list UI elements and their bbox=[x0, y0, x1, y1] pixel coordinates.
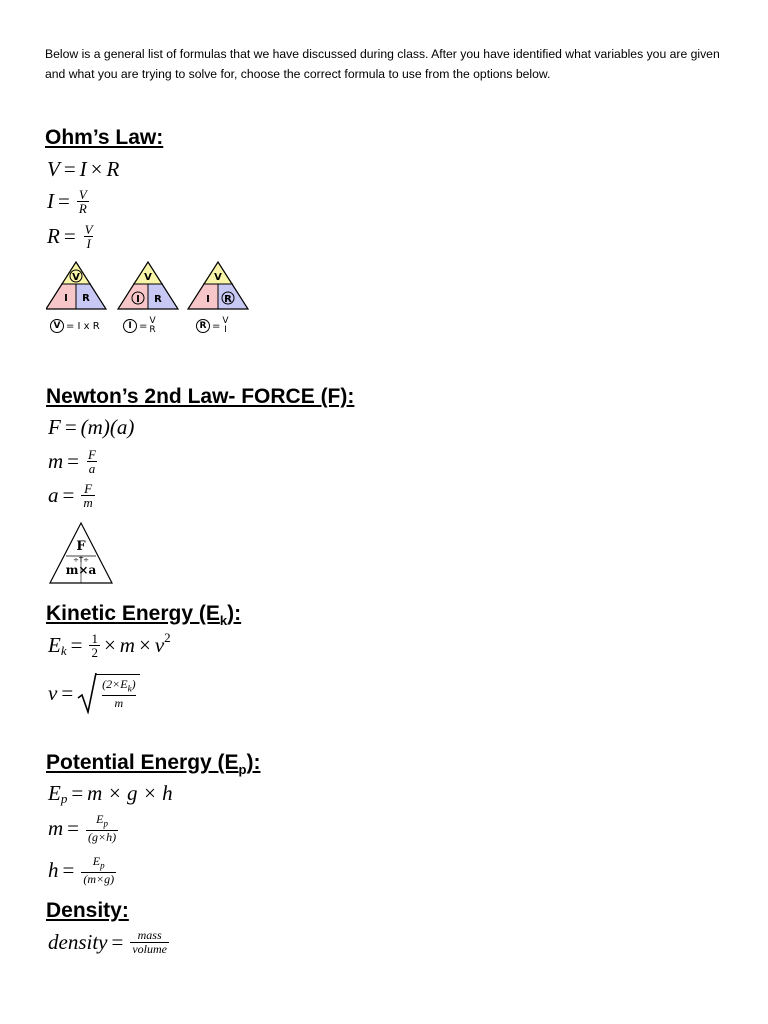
eq-rhs: (m)(a) bbox=[80, 415, 135, 439]
ohms-triangles bbox=[46, 260, 256, 320]
ohms-caption-3 bbox=[196, 317, 229, 335]
fraction-numerator: V bbox=[84, 222, 93, 237]
fraction-numerator-text: E bbox=[92, 854, 101, 868]
potential-equation-ep bbox=[48, 781, 173, 806]
force-triangle-top: F bbox=[76, 539, 86, 554]
fraction-denominator: I bbox=[86, 236, 91, 251]
caption-denominator: R bbox=[149, 325, 156, 335]
ohms-equation-v bbox=[47, 157, 119, 182]
ohms-triangle-1 bbox=[46, 262, 106, 309]
potential-energy-heading bbox=[46, 751, 261, 777]
circled-letter: R bbox=[196, 319, 210, 333]
eq-lhs: m bbox=[48, 816, 64, 841]
fraction-numerator: V bbox=[78, 187, 87, 202]
eq-operator: = bbox=[111, 930, 124, 954]
radicand-denominator: m bbox=[102, 695, 135, 710]
heading-subscript: k bbox=[219, 613, 228, 629]
ohms-triangle-2 bbox=[118, 262, 178, 309]
eq-lhs: E bbox=[48, 633, 61, 657]
force-triangle-diagram bbox=[47, 520, 115, 586]
kinetic-equation-ek bbox=[48, 629, 171, 660]
triangle-top-label: V bbox=[144, 272, 152, 283]
eq-lhs: E bbox=[48, 781, 61, 805]
eq-operator: = bbox=[70, 633, 83, 657]
newton-equation-m bbox=[48, 448, 98, 475]
eq-lhs: V bbox=[47, 157, 60, 181]
triangle-top-label: V bbox=[214, 272, 222, 283]
eq-operator: = bbox=[63, 224, 76, 248]
eq-operator: = bbox=[62, 483, 75, 507]
fraction bbox=[81, 482, 94, 509]
fraction-numerator bbox=[94, 813, 110, 830]
eq-lhs: m bbox=[48, 449, 64, 473]
eq-term: I bbox=[79, 157, 87, 181]
caption-equals: = bbox=[139, 320, 148, 332]
eq-exponent: 2 bbox=[164, 629, 171, 645]
density-equation bbox=[48, 929, 169, 956]
heading-text-end: ): bbox=[227, 602, 242, 625]
kinetic-equation-v bbox=[48, 672, 140, 714]
eq-term: v bbox=[154, 633, 165, 657]
triangle-right-label: R bbox=[154, 294, 162, 305]
fraction bbox=[81, 855, 116, 886]
caption-numerator: V bbox=[149, 316, 156, 326]
circled-letter: I bbox=[123, 319, 137, 333]
fraction-numerator: F bbox=[84, 481, 93, 496]
heading-text-end: ): bbox=[246, 751, 261, 774]
fraction bbox=[89, 632, 100, 659]
ohms-law-heading: Ohm’s Law: bbox=[45, 126, 164, 149]
radicand-numerator-end: ) bbox=[131, 676, 136, 691]
eq-operator: = bbox=[64, 415, 77, 439]
eq-operator: × bbox=[90, 157, 103, 181]
fraction-numerator-subscript: p bbox=[103, 818, 108, 829]
fraction-denominator: 2 bbox=[91, 645, 98, 660]
fraction bbox=[86, 813, 118, 844]
triangle-left-label: I bbox=[136, 294, 140, 305]
fraction bbox=[86, 448, 98, 475]
eq-lhs: F bbox=[48, 415, 61, 439]
triangle-right-section bbox=[76, 284, 106, 309]
fraction-denominator: volume bbox=[132, 942, 167, 956]
eq-rhs: m × g × h bbox=[87, 781, 173, 805]
ohms-caption-2 bbox=[123, 317, 156, 335]
eq-lhs: I bbox=[47, 189, 54, 213]
heading-text: Kinetic Energy (E bbox=[46, 602, 220, 625]
eq-operator: = bbox=[67, 816, 80, 841]
caption-fraction bbox=[222, 317, 228, 335]
radicand-numerator-text: (2×E bbox=[102, 676, 128, 691]
eq-lhs: h bbox=[48, 858, 59, 883]
fraction-numerator bbox=[91, 855, 107, 872]
density-heading: Density: bbox=[46, 899, 129, 922]
newton-heading: Newton’s 2nd Law- FORCE (F): bbox=[46, 385, 355, 408]
eq-operator: = bbox=[71, 781, 84, 805]
caption-text: = I x R bbox=[66, 320, 100, 332]
radicand-numerator bbox=[102, 677, 135, 695]
triangle-left-label: I bbox=[206, 294, 210, 305]
eq-operator: = bbox=[62, 858, 75, 883]
fraction-denominator: R bbox=[78, 201, 87, 216]
caption-equals: = bbox=[212, 320, 221, 332]
fraction-numerator: mass bbox=[137, 928, 162, 942]
sqrt-radicand bbox=[96, 674, 139, 710]
triangle-top-label: V bbox=[72, 272, 80, 283]
newton-equation-f bbox=[48, 415, 134, 440]
ohms-triangle-3 bbox=[188, 262, 248, 309]
eq-operator: = bbox=[63, 157, 76, 181]
eq-subscript: p bbox=[60, 790, 68, 806]
eq-term: R bbox=[106, 157, 120, 181]
potential-equation-m bbox=[48, 813, 118, 844]
force-triangle-mid: ÷T÷ bbox=[72, 556, 90, 564]
fraction-numerator-text: E bbox=[96, 812, 104, 826]
triangle-right-label: R bbox=[82, 293, 90, 304]
potential-equation-h bbox=[48, 855, 116, 886]
fraction-numerator: 1 bbox=[91, 631, 98, 646]
triangle-left-label: I bbox=[64, 293, 68, 304]
circled-letter: V bbox=[50, 319, 64, 333]
eq-subscript: k bbox=[60, 642, 67, 658]
sqrt-sign bbox=[77, 672, 97, 714]
heading-text: Potential Energy (E bbox=[46, 751, 239, 774]
ohms-equation-i bbox=[47, 188, 89, 215]
fraction bbox=[77, 188, 89, 215]
kinetic-energy-heading bbox=[46, 602, 241, 628]
caption-fraction bbox=[149, 317, 155, 335]
fraction-denominator: (m×g) bbox=[83, 872, 115, 887]
fraction-numerator: F bbox=[88, 447, 96, 462]
caption-numerator: V bbox=[222, 316, 229, 326]
ohms-triangle-diagram bbox=[46, 260, 256, 316]
caption-denominator: I bbox=[224, 325, 227, 335]
triangle-right-label: R bbox=[224, 294, 232, 305]
eq-operator: × bbox=[138, 633, 151, 657]
radicand-subscript: k bbox=[127, 683, 132, 694]
newton-equation-a bbox=[48, 482, 95, 509]
eq-operator: = bbox=[61, 680, 74, 705]
fraction-denominator: m bbox=[83, 495, 93, 510]
eq-operator: × bbox=[103, 633, 116, 657]
fraction-denominator: (g×h) bbox=[88, 830, 117, 845]
triangle-left-section bbox=[46, 284, 76, 309]
fraction bbox=[130, 929, 169, 956]
intro-paragraph: Below is a general list of formulas that we have discussed during class. After you have identified what variables you are given and what you are trying to solve for, choose the correct formula to use from the options below. bbox=[45, 47, 720, 81]
eq-operator: = bbox=[58, 189, 70, 213]
eq-term: m bbox=[119, 633, 135, 657]
eq-lhs: density bbox=[48, 930, 108, 954]
fraction bbox=[83, 223, 95, 250]
fraction-numerator-subscript: p bbox=[100, 860, 105, 871]
heading-subscript: p bbox=[238, 762, 247, 778]
force-triangle-bottom: m×a bbox=[65, 563, 97, 577]
eq-lhs: v bbox=[48, 680, 58, 705]
fraction-denominator: a bbox=[88, 461, 96, 476]
eq-lhs: a bbox=[48, 483, 59, 507]
eq-operator: = bbox=[67, 449, 80, 473]
eq-lhs: R bbox=[47, 224, 60, 248]
ohms-equation-r bbox=[47, 223, 95, 250]
ohms-caption-1 bbox=[50, 319, 100, 333]
